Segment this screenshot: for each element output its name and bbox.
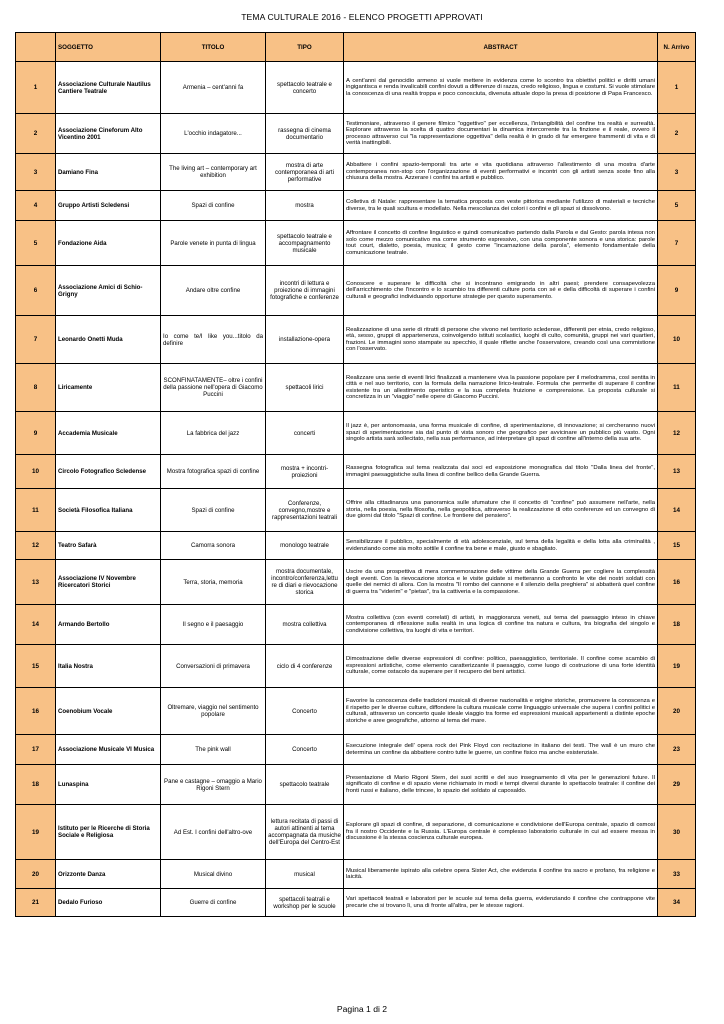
- cell-arrivo: 18: [658, 605, 696, 645]
- table-row: [16, 62, 696, 114]
- cell-arrivo: 33: [658, 860, 696, 889]
- cell-abstract: Dimostrazione delle diverse espressioni di confine: politico, paesaggistico, territoriale. Il confine come scambio di espressioni artistiche, come elemento caratterizzante il paesaggio, come luogo di costruzione di una forte identità culturale, come ostacolo da superare per il recupero dei beni artistici.: [344, 645, 658, 688]
- cell-titolo: SCONFINATAMENTE– oltre i confini della passione nell'opera di Giacomo Puccini: [161, 364, 266, 412]
- cell-arrivo: 2: [658, 114, 696, 154]
- cell-num: 19: [16, 805, 56, 860]
- cell-abstract: Vari spettacoli teatrali e laboratori per le scuole sul tema della guerra, evidenziando il confine che contrappone vite precarie che si trovano lì, una di fronte all'altra, per le stesse ragioni.: [344, 889, 658, 917]
- cell-tipo: mostra collettiva: [266, 605, 344, 645]
- table-row: [16, 316, 696, 364]
- cell-titolo: Spazi di confine: [161, 489, 266, 532]
- table-header-row: [16, 33, 696, 62]
- cell-arrivo: 30: [658, 805, 696, 860]
- cell-arrivo: 14: [658, 489, 696, 532]
- table-row: [16, 560, 696, 605]
- cell-arrivo: 19: [658, 645, 696, 688]
- cell-abstract: Favorire la conoscenza delle tradizioni musicali di diverse nazionalità e origine storiche, promuovere la conoscenza e il rispetto per le diverse culture, diffondere la cultura musicale come linguaggio universale che supera i confini politici e culturali, attraverso un concerto quale ideale viaggio tra forme ed espressioni musicali appartenenti a distinte epoche storiche e aree geografiche, attorno al tema del mare.: [344, 688, 658, 735]
- cell-tipo: musical: [266, 860, 344, 889]
- cell-num: 12: [16, 532, 56, 560]
- cell-arrivo: 12: [658, 412, 696, 455]
- cell-num: 3: [16, 154, 56, 191]
- cell-arrivo: 23: [658, 735, 696, 765]
- cell-soggetto: Armando Bertollo: [56, 605, 161, 645]
- cell-titolo: L'occhio indagatore...: [161, 114, 266, 154]
- cell-titolo: Guerre di confine: [161, 889, 266, 917]
- cell-num: 16: [16, 688, 56, 735]
- cell-num: 20: [16, 860, 56, 889]
- cell-titolo: Ad Est. I confini dell'altro-ove: [161, 805, 266, 860]
- cell-abstract: Colletiva di Natale: rappresentare la tematica proposta con veste pittorica mediante l'utilizzo di materiali e tecniche diverse, tra le quali scultura e modellato. Nella mescolanza dei colori i confini e gli spazi si dissolvono.: [344, 191, 658, 221]
- cell-num: 21: [16, 889, 56, 917]
- cell-abstract: Il jazz è, per antonomasia, una forma musicale di confine, di sperimentazione, di innovazione; si cercheranno nuovi spazi di sperimentazione sia dal punto di vista sonoro che geografico per avvicinare un pubblico più vasto. Ogni singolo artista sarà sollecitato, nella sua performance, ad interpretare gli spazi di confine all'interno della sua arte.: [344, 412, 658, 455]
- table-row: [16, 605, 696, 645]
- cell-abstract: Realizzare una serie di eventi lirici finalizzati a mantenere viva la passione popolare per il melodramma, così sentita in città e nel suo territorio, con la formula della narrazione lirico-teatrale. Formula che permette di superare il confine esistente tra un allestimento operistico e la sua completa fruizione e comprensione. La proposta culturale si concretizza in un "viaggio" nelle opere di Giacomo Puccini.: [344, 364, 658, 412]
- cell-abstract: Mostra collettiva (con eventi correlati) di artisti, in maggioranza veneti, sul tema del paesaggio inteso in chiave contemporanea di riflessione sulla realtà in una logica di confine tra natura e cultura, tra biografia del singolo e condivisione collettiva, tra luoghi di vita e territori.: [344, 605, 658, 645]
- cell-tipo: spettacoli lirici: [266, 364, 344, 412]
- cell-arrivo: 16: [658, 560, 696, 605]
- header-abstract: ABSTRACT: [344, 33, 658, 62]
- cell-soggetto: Associazione IV Novembre Ricercatori Storici: [56, 560, 161, 605]
- cell-abstract: Presentazione di Mario Rigoni Stern, dei suoi scritti e del suo insegnamento di vita per le generazioni future. Il significato di confine e di spazio viene richiamato in modi e tempi diversi durante lo spettacolo teatrale: il confine dei fronti russi e italiano, delle trincee, lo spazio del soldato al caposaldo.: [344, 765, 658, 805]
- cell-soggetto: Damiano Fina: [56, 154, 161, 191]
- cell-abstract: Esecuzione integrale dell' opera rock dei Pink Floyd con recitazione in italiano dei testi. The wall è un muro che determina un confine da abbattere contro tutte le guerre, un confine fisico ma anche esistenziale.: [344, 735, 658, 765]
- cell-tipo: incontri di lettura e proiezione di immagini fotografiche e conferenze: [266, 266, 344, 316]
- cell-tipo: spettacolo teatrale e concerto: [266, 62, 344, 114]
- cell-arrivo: 9: [658, 266, 696, 316]
- cell-num: 5: [16, 221, 56, 266]
- cell-num: 4: [16, 191, 56, 221]
- cell-tipo: rassegna di cinema documentario: [266, 114, 344, 154]
- cell-num: 15: [16, 645, 56, 688]
- cell-arrivo: 1: [658, 62, 696, 114]
- cell-tipo: Concerto: [266, 688, 344, 735]
- table-row: [16, 266, 696, 316]
- cell-abstract: Musical liberamente ispirato alla celebre opera Sister Act, che evidenzia il confine tra sacro e profano, fra religione e laicità.: [344, 860, 658, 889]
- cell-tipo: mostra di arte contemporanea di arti performative: [266, 154, 344, 191]
- header-tipo: TIPO: [266, 33, 344, 62]
- cell-titolo: Terra, storia, memoria: [161, 560, 266, 605]
- cell-tipo: mostra documentale, incontro/conferenza,lettu re di diari e rievocazione storica: [266, 560, 344, 605]
- cell-abstract: Affrontare il concetto di confine linguistico e quindi comunicativo partendo dalla Parola e dal Gesto: parola intesa non solo come mezzo comunicativo ma come strumento espressivo, con una componente sonora e una storica: parole tout court, dialetto, poesia, musica; il gesto come "incarnazione della parola", elemento fondamentale della comunicazione teatrale.: [344, 221, 658, 266]
- cell-num: 14: [16, 605, 56, 645]
- cell-titolo: The pink wall: [161, 735, 266, 765]
- cell-tipo: installazione-opera: [266, 316, 344, 364]
- cell-tipo: mostra + incontri-proiezioni: [266, 455, 344, 489]
- table-row: [16, 221, 696, 266]
- cell-soggetto: Circolo Fotografico Scledense: [56, 455, 161, 489]
- cell-abstract: Conoscere e superare le difficoltà che si incontrano emigrando in altri paesi; prendere consapevolezza dell'arricchimento che l'incontro e lo scambio tra differenti culture porta con sé e della difficoltà di superare i confini culturali e geografici individuando opportune strategie per questo superamento.: [344, 266, 658, 316]
- cell-abstract: Realizzazione di una serie di ritratti di persone che vivono nel territorio scledense, differenti per etnia, credo religioso, età, sesso, gruppi di appartenenza, coinvolgendo istituti scolastici, luoghi di culto, comunità, gruppi nei vari quartieri, frazioni. Le immagini sono stampate su specchio, il quale riflette anche l'osservatore, creando così una commistione con l'osservato.: [344, 316, 658, 364]
- table-row: [16, 191, 696, 221]
- table-row: [16, 688, 696, 735]
- cell-arrivo: 20: [658, 688, 696, 735]
- cell-tipo: monologo teatrale: [266, 532, 344, 560]
- cell-num: 6: [16, 266, 56, 316]
- cell-arrivo: 29: [658, 765, 696, 805]
- cell-tipo: spettacoli teatrali e workshop per le scuole: [266, 889, 344, 917]
- table-row: [16, 765, 696, 805]
- cell-titolo: Spazi di confine: [161, 191, 266, 221]
- page-footer: Pagina 1 di 2: [336, 1004, 388, 1014]
- cell-num: 10: [16, 455, 56, 489]
- cell-abstract: Sensibilizzare il pubblico, specialmente di età adolescenziale, sul tema della legalità e della lotta alla criminalità , evidenziando come sia molto sottile il confine tra bene e male, giusto e sbagliato.: [344, 532, 658, 560]
- cell-soggetto: Società Filosofica Italiana: [56, 489, 161, 532]
- cell-soggetto: Associazione Culturale Nautilus Cantiere Teatrale: [56, 62, 161, 114]
- cell-soggetto: Orizzonte Danza: [56, 860, 161, 889]
- cell-tipo: ciclo di 4 conferenze: [266, 645, 344, 688]
- cell-num: 9: [16, 412, 56, 455]
- cell-soggetto: Leonardo Onetti Muda: [56, 316, 161, 364]
- cell-titolo: Conversazioni di primavera: [161, 645, 266, 688]
- cell-titolo: Armenia – cent'anni fa: [161, 62, 266, 114]
- cell-titolo: The living art – contemporary art exhibition: [161, 154, 266, 191]
- table-row: [16, 489, 696, 532]
- cell-abstract: Rassegna fotografica sul tema realizzata dai soci ed esposizione monografica dal titolo "Dalla linea del fronte", immagini paesaggistiche sulla linea di confine bellico della Grande Guerra.: [344, 455, 658, 489]
- cell-arrivo: 13: [658, 455, 696, 489]
- table-row: [16, 860, 696, 889]
- table-row: [16, 532, 696, 560]
- cell-arrivo: 15: [658, 532, 696, 560]
- cell-tipo: spettacolo teatrale: [266, 765, 344, 805]
- cell-abstract: Uscire da una prospettiva di mera commemorazione delle vittime della Grande Guerra per cogliere la complessità degli eventi. Con la rievocazione storica e le visite guidate si metteranno a confronto le vite dei nostri soldati con quelle dei nemici di allora. Con la mostra "Il rombo del cannone e il silenzio della preghiera" si abbatterà quel confine di guerra tra "viderim" e "pietas", tra la cattiveria e la compassione.: [344, 560, 658, 605]
- cell-abstract: Offrire alla cittadinanza una panoramica sulle sfumature che il concetto di "confine" può assumere nell'arte, nella storia, nella poesia, nella filosofia, nella geopolitica, attraverso la realizzazione di otto conferenze ed un convegno di due giorni dal titolo "Spazi di confine. Le frontiere del pensiero".: [344, 489, 658, 532]
- cell-soggetto: Associazione Cineforum Alto Vicentino 2001: [56, 114, 161, 154]
- cell-num: 2: [16, 114, 56, 154]
- cell-titolo: Andare oltre confine: [161, 266, 266, 316]
- projects-table: [15, 32, 696, 917]
- cell-num: 7: [16, 316, 56, 364]
- cell-soggetto: Fondazione Aida: [56, 221, 161, 266]
- cell-arrivo: 11: [658, 364, 696, 412]
- cell-num: 18: [16, 765, 56, 805]
- cell-titolo: Musical divino: [161, 860, 266, 889]
- cell-abstract: Testimoniare, attraverso il genere filmico "oggettivo" per eccellenza, l'intangibilità del confine tra realtà e surrealtà. Esplorare attraverso la scelta di quattro documentari la dinamica intercorrente tra la finzione e il reale, ovvero il processo attraverso cui "la rappresentazione oggettiva" della realtà è in grado di far emergere frammenti di vita e di verità inattingibili.: [344, 114, 658, 154]
- page-title: TEMA CULTURALE 2016 - ELENCO PROGETTI APPROVATI: [241, 12, 483, 22]
- cell-titolo: Io come te/I like you...titolo da definire: [161, 316, 266, 364]
- cell-num: 8: [16, 364, 56, 412]
- cell-soggetto: Istituto per le Ricerche di Storia Sociale e Religiosa: [56, 805, 161, 860]
- table-row: [16, 364, 696, 412]
- cell-soggetto: Liricamente: [56, 364, 161, 412]
- header-soggetto: SOGGETTO: [56, 33, 161, 62]
- cell-titolo: Oltremare, viaggio nel sentimento popolare: [161, 688, 266, 735]
- cell-num: 1: [16, 62, 56, 114]
- table-row: [16, 645, 696, 688]
- table-row: [16, 154, 696, 191]
- cell-soggetto: Accademia Musicale: [56, 412, 161, 455]
- cell-arrivo: 34: [658, 889, 696, 917]
- cell-arrivo: 3: [658, 154, 696, 191]
- cell-soggetto: Associazione Musicale VI Musica: [56, 735, 161, 765]
- cell-tipo: lettura recitata di passi di autori attinenti al tema accompagnata da musiche dell'Europa del Centro-Est: [266, 805, 344, 860]
- cell-soggetto: Gruppo Artisti Scledensi: [56, 191, 161, 221]
- cell-arrivo: 5: [658, 191, 696, 221]
- cell-tipo: mostra: [266, 191, 344, 221]
- cell-titolo: Pane e castagne – omaggio a Mario Rigoni Stern: [161, 765, 266, 805]
- cell-titolo: Parole venete in punta di lingua: [161, 221, 266, 266]
- cell-soggetto: Teatro Safarà: [56, 532, 161, 560]
- cell-soggetto: Coenobium Vocale: [56, 688, 161, 735]
- header-num: [16, 33, 56, 62]
- header-arrivo: N. Arrivo: [658, 33, 696, 62]
- table-row: [16, 455, 696, 489]
- table-row: [16, 805, 696, 860]
- cell-soggetto: Associazione Amici di Schio-Grigny: [56, 266, 161, 316]
- cell-tipo: Conferenze, convegno,mostre e rappresentazioni teatrali: [266, 489, 344, 532]
- cell-soggetto: Lunaspina: [56, 765, 161, 805]
- cell-titolo: Mostra fotografica spazi di confine: [161, 455, 266, 489]
- header-titolo: TITOLO: [161, 33, 266, 62]
- cell-soggetto: Italia Nostra: [56, 645, 161, 688]
- table-row: [16, 412, 696, 455]
- table-row: [16, 114, 696, 154]
- cell-num: 11: [16, 489, 56, 532]
- cell-arrivo: 7: [658, 221, 696, 266]
- cell-abstract: Abbattere i confini spazio-temporali tra arte e vita quotidiana attraverso l'allestimento di una mostra d'arte contemporanea non-stop con l'organizzazione di eventi performativi e incontri con gli artisti senza soste fino alla chiusura della mostra. Azzerare i confini tra artisti e pubblico.: [344, 154, 658, 191]
- cell-titolo: La fabbrica del jazz: [161, 412, 266, 455]
- cell-tipo: concerti: [266, 412, 344, 455]
- cell-arrivo: 10: [658, 316, 696, 364]
- cell-abstract: A cent'anni dal genocidio armeno si vuole mettere in evidenza come lo scontro tra obiettivi politici e diritti umani ingigantisca e renda invalicabili confini dovuti a differenze di razza, credo religioso, lingua e costumi. Si vuole stimolare la conoscenza di una realtà troppa e poco conosciuta, divenuta attuale dopo la presa di posizione di Papa Francesco.: [344, 62, 658, 114]
- cell-num: 13: [16, 560, 56, 605]
- cell-soggetto: Dedalo Furioso: [56, 889, 161, 917]
- table-row: [16, 735, 696, 765]
- cell-abstract: Esplorare gli spazi di confine, di separazione, di comunicazione e condivisione dell'Europa centrale, spazio di osmosi fra il nostro Occidente e la Russia. L'Europa centrale è complesso laboratorio culturale in cui ad essere messa in discussione è la stessa coscienza culturale europea.: [344, 805, 658, 860]
- cell-titolo: Il segno e il paesaggio: [161, 605, 266, 645]
- cell-tipo: Concerto: [266, 735, 344, 765]
- cell-titolo: Camorra sonora: [161, 532, 266, 560]
- table-row: [16, 889, 696, 917]
- cell-tipo: spettacolo teatrale e accompagnamento musicale: [266, 221, 344, 266]
- cell-num: 17: [16, 735, 56, 765]
